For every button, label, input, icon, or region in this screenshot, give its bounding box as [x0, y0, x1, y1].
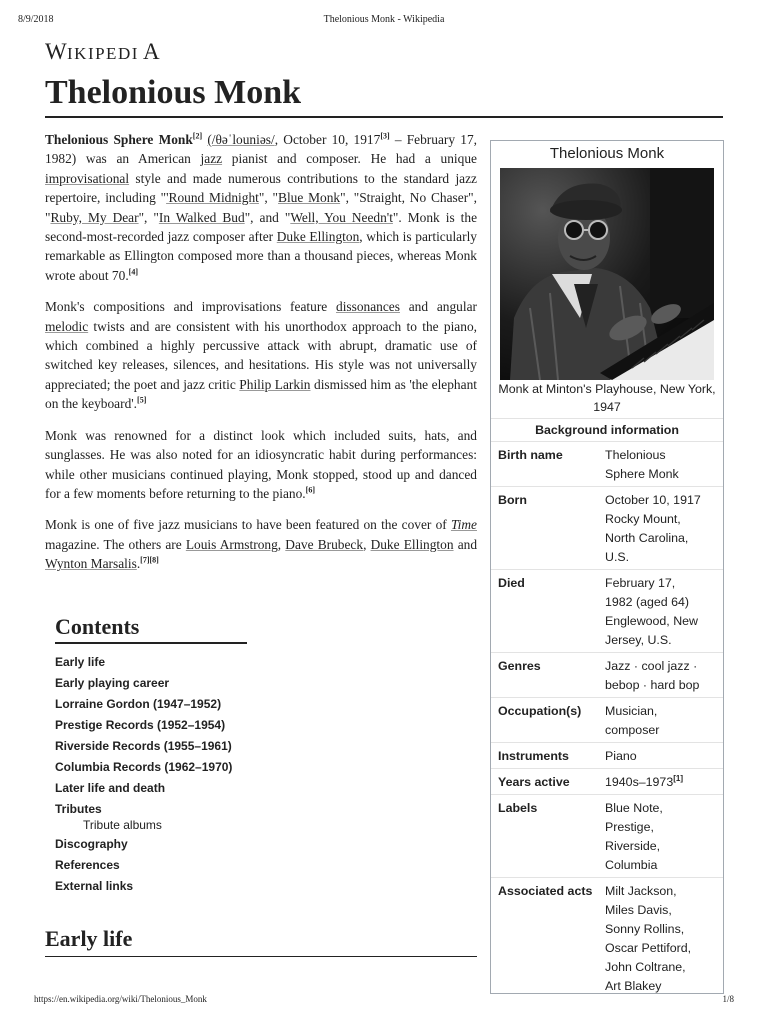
infobox-title: Thelonious Monk	[549, 145, 665, 162]
infobox-row-occupation	[491, 698, 723, 743]
toc-list	[55, 652, 247, 897]
wikipedia-logo[interactable]	[45, 38, 161, 72]
print-url: https://en.wikipedia.org/wiki/Thelonious_Monk	[34, 994, 207, 1004]
link-philip-larkin[interactable]: Philip Larkin	[239, 376, 311, 392]
page-title: Thelonious Monk	[45, 74, 302, 111]
title-divider	[45, 116, 723, 118]
row-label: Died	[498, 576, 525, 590]
link-time[interactable]: Time	[450, 517, 477, 533]
infobox-row-associated-acts	[491, 878, 723, 998]
row-label: Labels	[498, 801, 538, 815]
portrait-photo[interactable]	[500, 168, 714, 380]
row-value: October 10, 1917 Rocky Mount, North Carolina, U.S.	[605, 491, 723, 567]
row-value: 1940s–1973[1]	[605, 773, 683, 789]
ref-5[interactable]: [5]	[137, 395, 147, 405]
svg-text:IKIPEDI: IKIPEDI	[67, 44, 139, 63]
photo-caption: Monk at Minton's Playhouse, New York, 1947	[491, 380, 723, 419]
link-rocky-mount[interactable]: Rocky Mount,	[605, 512, 681, 526]
toc-item[interactable]: Later life and death	[55, 781, 166, 795]
row-label: Occupation(s)	[498, 704, 582, 718]
row-value: Piano	[605, 749, 637, 763]
link-blue-monk[interactable]: Blue Monk	[278, 190, 341, 206]
svg-text:W: W	[45, 39, 68, 64]
infobox	[490, 140, 724, 994]
row-value: Musician, composer	[605, 704, 660, 737]
link-improvisational[interactable]: improvisational	[45, 170, 130, 186]
link-dave-brubeck[interactable]: Dave Brubeck	[285, 536, 364, 552]
infobox-row-died	[491, 570, 723, 653]
contents-heading: Contents	[55, 614, 247, 644]
toc-subitem[interactable]: Tribute albums	[83, 818, 162, 832]
link-round-midnight[interactable]: 'Round Midnight	[166, 190, 259, 206]
toc-item[interactable]: Riverside Records (1955–1961)	[55, 739, 232, 753]
row-value: February 17, 1982 (aged 64) Englewood, New Jersey, U.S.	[605, 576, 698, 647]
row-label: Birth name	[498, 448, 563, 462]
ref-2[interactable]: [2]	[192, 131, 203, 141]
link-jazz[interactable]: jazz	[200, 151, 223, 167]
link-louis-armstrong[interactable]: Louis Armstrong	[185, 536, 278, 552]
article-body	[45, 130, 477, 586]
ipa-link[interactable]: (/θəˈlouniəs/	[207, 132, 275, 147]
link-ruby-my-dear[interactable]: Ruby, My Dear	[50, 209, 139, 225]
section-divider	[45, 956, 477, 957]
paragraph-time-cover: Monk is one of five jazz musicians to have been featured on the cover of Time magazine. The others are Louis Armstrong, Dave Brubeck, Duke Ellington and Wynton Marsalis.[7][8]	[45, 517, 478, 572]
paragraph-compositions: Monk's compositions and improvisations feature dissonances and angular melodic twists and are consistent with his unorthodox approach to the piano, which combined a highly percussive attack with abrupt, dramatic use of switched key releases, silences, and hesitations. His style was not universally appreciated; the poet and jazz critic Philip Larkin dismissed him as 'the elephant on the keyboard'.[5]	[45, 299, 477, 412]
ref-3[interactable]: [3]	[380, 131, 390, 141]
infobox-row-genres	[491, 653, 723, 698]
ref-1[interactable]: [1]	[673, 773, 683, 783]
toc-item[interactable]: Discography	[55, 837, 128, 851]
link-wynton-marsalis[interactable]: Wynton Marsalis	[45, 556, 137, 572]
background-information-header: Background information	[491, 419, 723, 442]
link-dissonances[interactable]: dissonances	[336, 299, 400, 315]
print-page-number: 1/8	[722, 994, 734, 1004]
row-label: Genres	[498, 659, 541, 673]
row-value: Milt Jackson, Miles Davis, Sonny Rollins, Oscar Pettiford, John Coltrane, Art Blakey	[605, 884, 692, 993]
infobox-row-years-active	[491, 769, 723, 795]
link-well-you-neednt[interactable]: Well, You Needn't	[290, 209, 393, 225]
infobox-row-birth-name	[491, 442, 723, 487]
paragraph-appearance: Monk was renowned for a distinct look which included suits, hats, and sunglasses. He was also noted for an idiosyncratic habit during performances: while other musicians continued playing, Monk stopped, stood up and danced for a few moments before returning to the piano.[6]	[45, 427, 477, 501]
ref-4[interactable]: [4]	[128, 267, 138, 277]
print-date: 8/9/2018	[18, 14, 54, 25]
infobox-row-born	[491, 487, 723, 570]
subject-name: Thelonious Sphere Monk	[45, 132, 193, 147]
toc-item[interactable]: Lorraine Gordon (1947–1952)	[55, 697, 222, 711]
toc-item[interactable]: External links	[55, 879, 134, 893]
ref-7-8[interactable]: [7][8]	[140, 555, 159, 565]
ref-6[interactable]: [6]	[305, 485, 315, 495]
toc-item-tributes[interactable]: Tributes Tribute albums	[55, 799, 247, 832]
link-melodic[interactable]: melodic	[45, 318, 89, 334]
infobox-row-labels	[491, 795, 723, 878]
row-label: Years active	[498, 775, 570, 789]
section-heading-early-life: Early life	[45, 926, 133, 951]
row-value: Blue Note, Prestige, Riverside, Columbia	[605, 801, 663, 872]
toc-item[interactable]: Early playing career	[55, 676, 170, 690]
link-duke-ellington[interactable]: Duke Ellington	[276, 229, 360, 245]
row-label: Born	[498, 493, 527, 507]
paragraph-intro: Thelonious Sphere Monk[2] (/θəˈlouniəs/, October 10, 1917[3] – February 17, 1982) was an American jazz pianist and composer. He had a unique improvisational style and made numerous contributions to the standard jazz repertoire, including "'Round Midnight", "Blue Monk", "Straight, No Chaser", "Ruby, My Dear", "In Walked Bud", and "Well, You Needn't". Monk is the second-most-recorded jazz composer after Duke Ellington, which is particularly remarkable as Ellington composed more than a thousand pieces, whereas Monk wrote about 70.[4]	[45, 131, 478, 283]
wikipedia-wordmark	[45, 38, 161, 66]
toc-item[interactable]: Early life	[55, 655, 106, 669]
link-duke-ellington-2[interactable]: Duke Ellington	[370, 536, 454, 552]
row-value[interactable]: Jazz · cool jazz · bebop · hard bop	[605, 659, 700, 692]
table-of-contents	[55, 614, 247, 897]
infobox-row-instruments	[491, 743, 723, 769]
toc-item[interactable]: Columbia Records (1962–1970)	[55, 760, 233, 774]
row-value: Thelonious Sphere Monk	[605, 448, 679, 481]
row-label: Instruments	[498, 749, 569, 763]
toc-item[interactable]: References	[55, 858, 120, 872]
toc-item[interactable]: Prestige Records (1952–1954)	[55, 718, 226, 732]
row-label: Associated acts	[498, 884, 593, 898]
print-page-title: Thelonious Monk - Wikipedia	[323, 14, 445, 25]
svg-text:A: A	[143, 39, 161, 64]
link-in-walked-bud[interactable]: In Walked Bud	[158, 209, 245, 225]
